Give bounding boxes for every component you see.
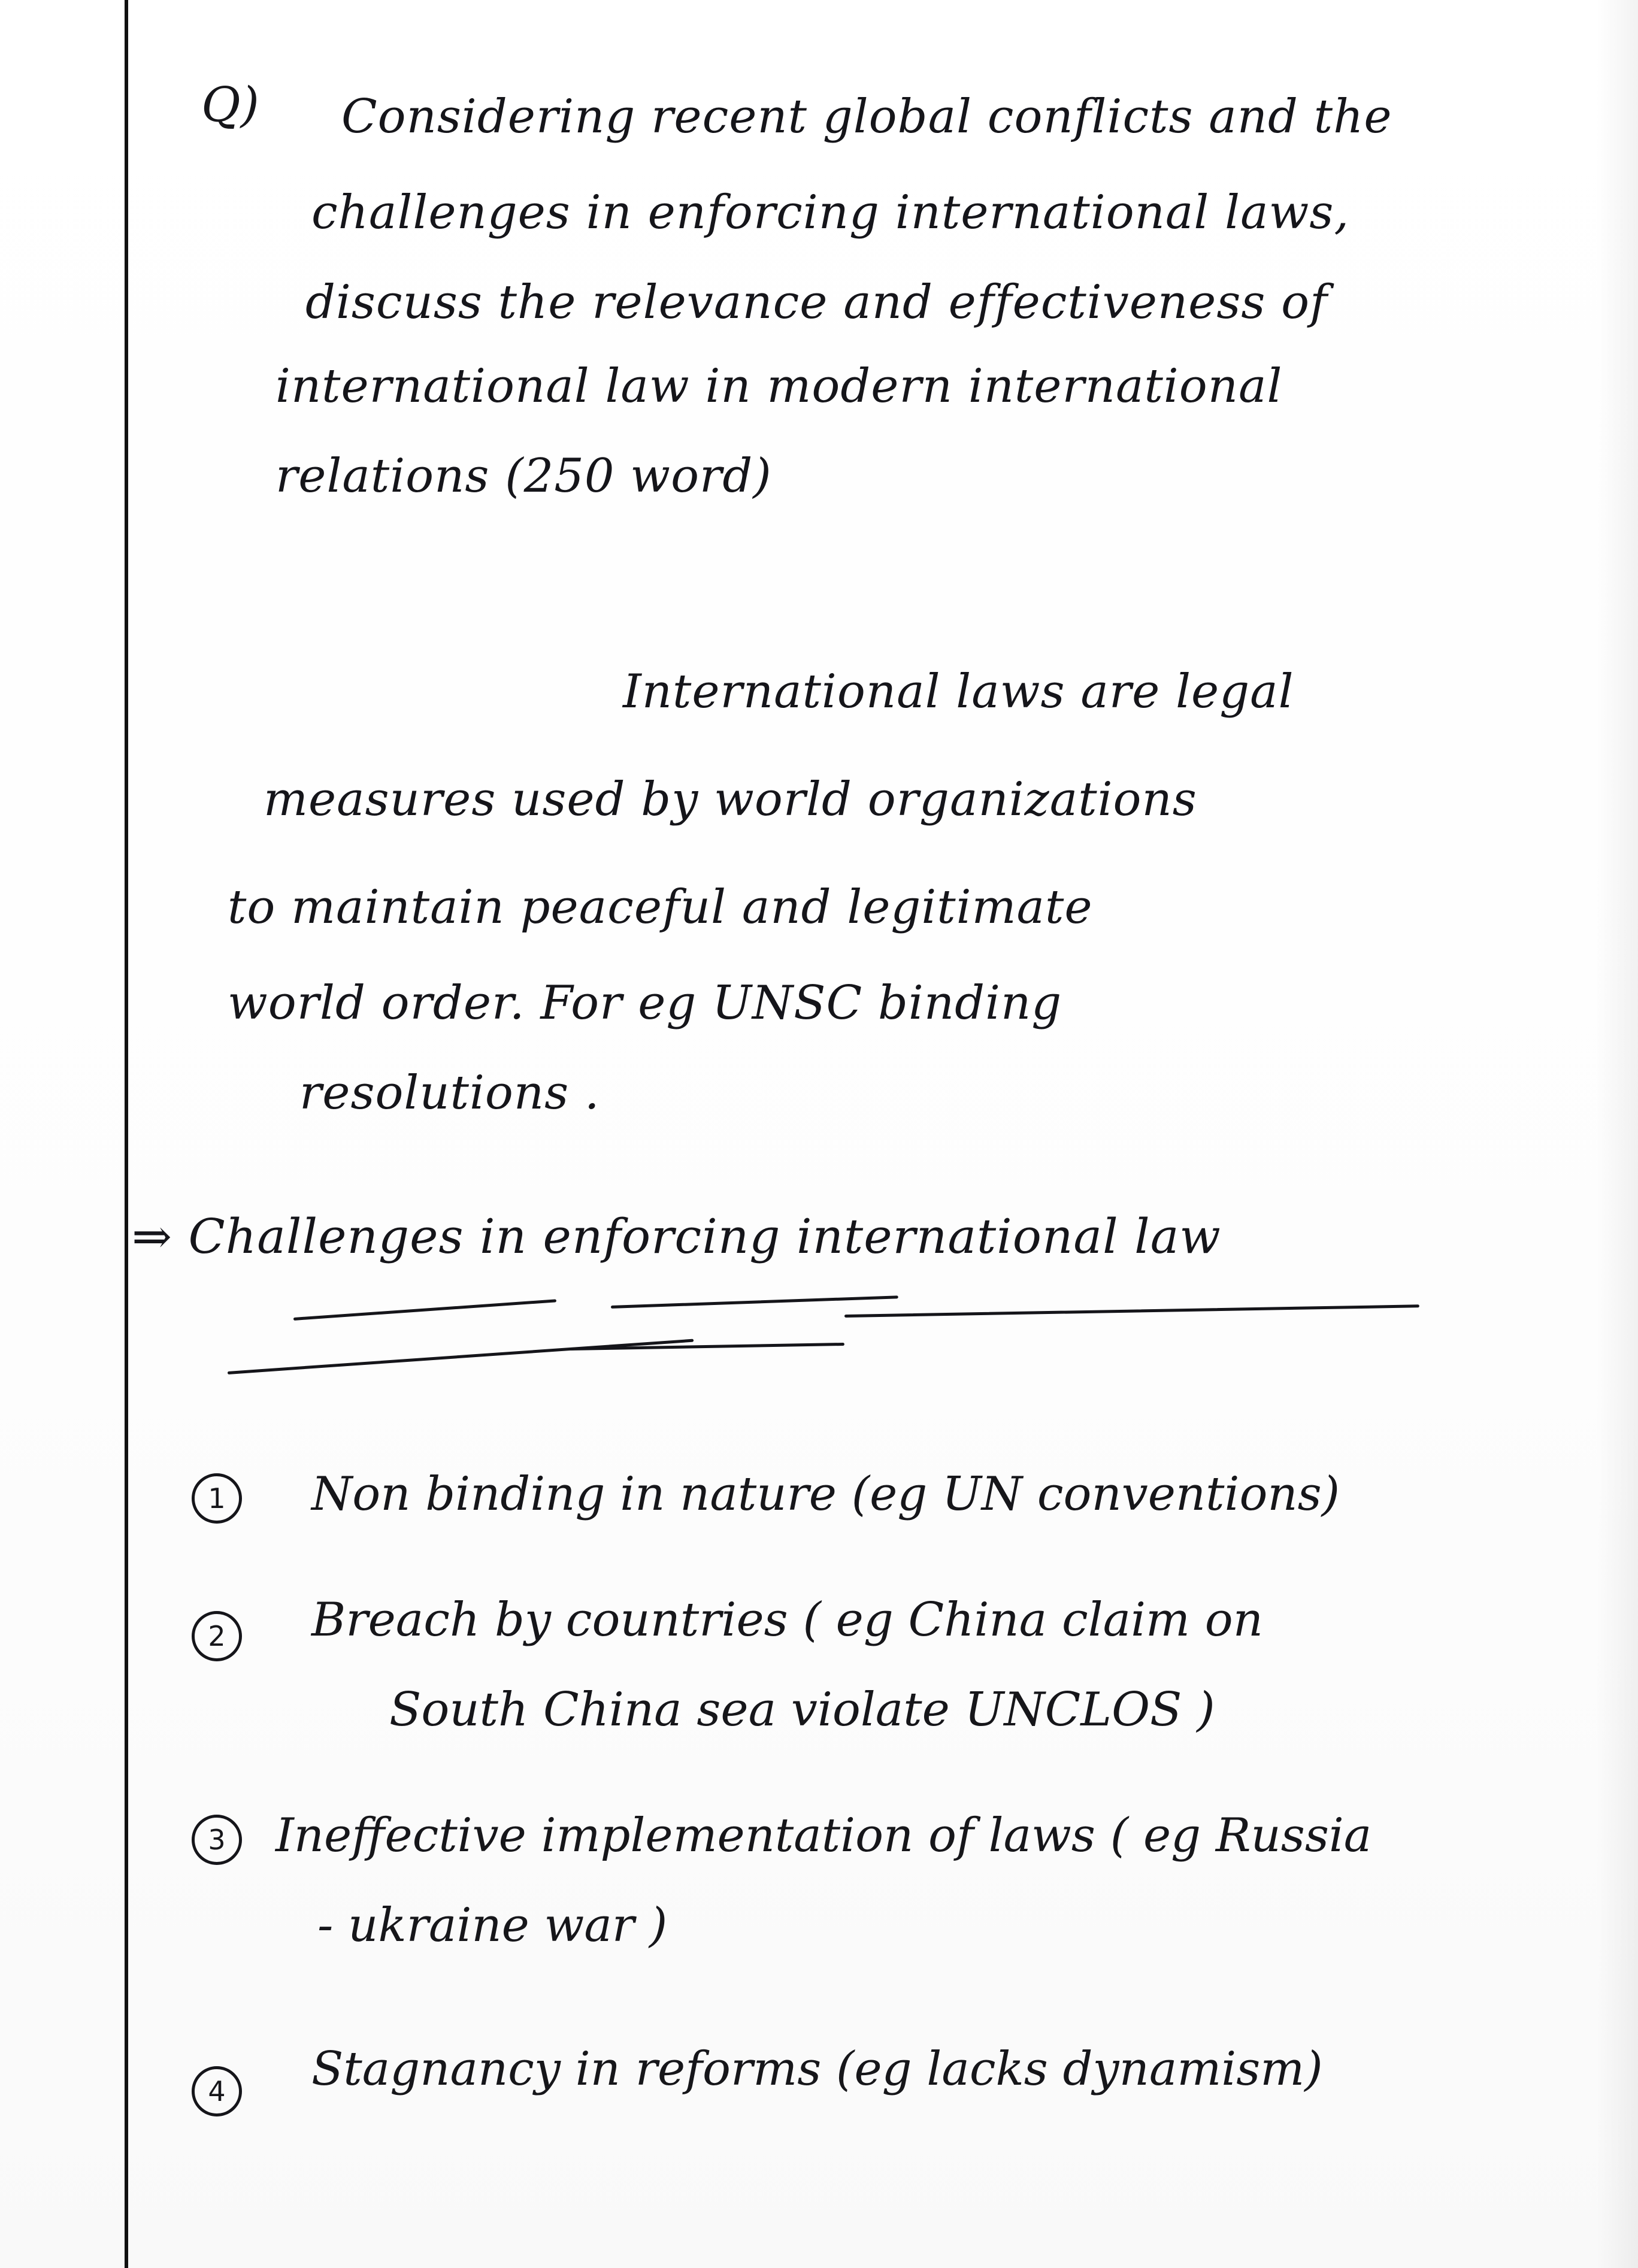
intro-line-3: to maintain peaceful and legitimate bbox=[228, 880, 1093, 934]
heading-underline-3 bbox=[844, 1304, 1419, 1318]
heading-underline-1 bbox=[293, 1299, 556, 1321]
question-marker: Q) bbox=[201, 77, 259, 132]
item-2-line-1: Breach by countries ( eg China claim on bbox=[311, 1593, 1263, 1647]
item-3-line-1: Ineffective implementation of laws ( eg Russia bbox=[275, 1809, 1372, 1863]
item-4-line-1: Stagnancy in reforms (eg lacks dynamism) bbox=[311, 2042, 1323, 2096]
question-line-5: relations (250 word) bbox=[275, 449, 772, 503]
question-line-4: international law in modern international bbox=[275, 359, 1283, 413]
intro-line-4: world order. For eg UNSC binding bbox=[228, 976, 1062, 1030]
item-number-3: 3 bbox=[192, 1815, 242, 1865]
intro-line-1: International laws are legal bbox=[623, 665, 1294, 719]
item-3-line-2: - ukraine war ) bbox=[317, 1898, 668, 1952]
question-line-2: challenges in enforcing international laws, bbox=[311, 186, 1350, 240]
item-1-line-1: Non binding in nature (eg UN conventions) bbox=[311, 1467, 1340, 1521]
item-number-1: 1 bbox=[192, 1473, 242, 1524]
intro-line-5: resolutions . bbox=[299, 1066, 600, 1120]
question-line-1: Considering recent global conflicts and the bbox=[341, 90, 1392, 144]
item-number-4: 4 bbox=[192, 2066, 242, 2116]
challenges-heading: ⇒ Challenges in enforcing international law bbox=[132, 1209, 1221, 1264]
heading-underline-2 bbox=[611, 1295, 898, 1309]
heading-underline-4 bbox=[228, 1339, 694, 1374]
item-2-line-2: South China sea violate UNCLOS ) bbox=[389, 1683, 1215, 1737]
page-edge-shadow bbox=[1596, 0, 1638, 2268]
question-line-3: discuss the relevance and effectiveness of bbox=[305, 275, 1328, 329]
heading-underline-5 bbox=[569, 1343, 844, 1350]
margin-line bbox=[125, 0, 128, 2268]
item-number-2: 2 bbox=[192, 1611, 242, 1661]
intro-line-2: measures used by world organizations bbox=[264, 773, 1197, 826]
